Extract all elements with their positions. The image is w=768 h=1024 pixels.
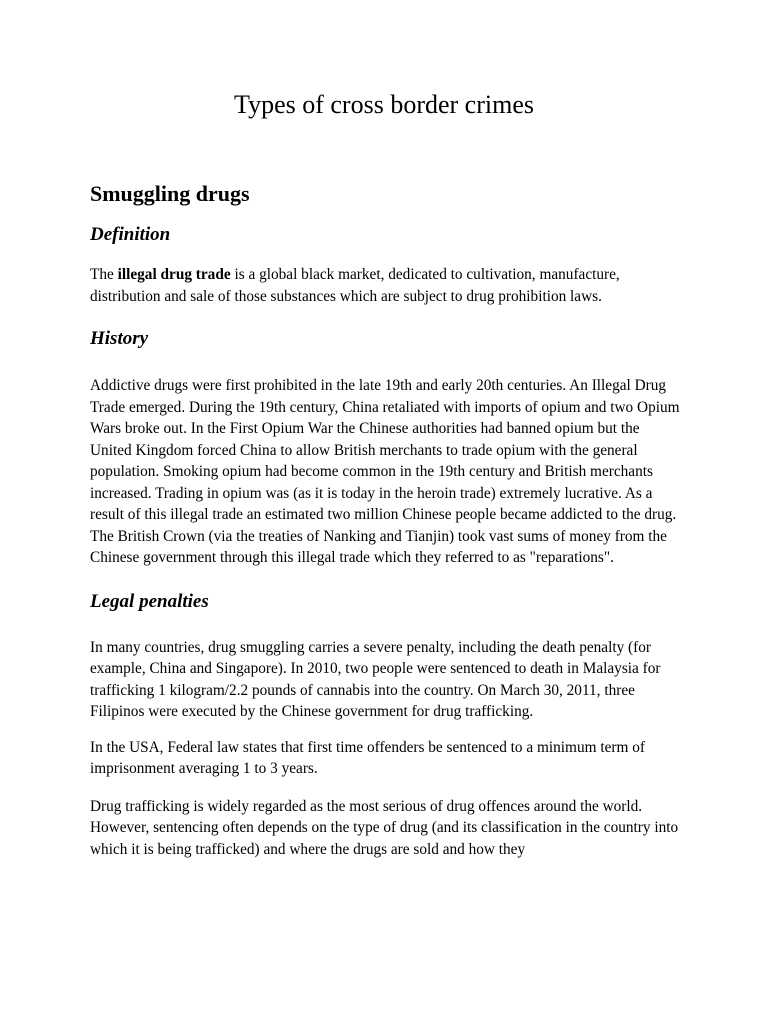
- legal-penalties-paragraph: Drug trafficking is widely regarded as the most serious of drug offences around the world. However, sentencing often depends on the type of drug (and its classification in the country into which it is being trafficked) and where the drugs are sold and how they: [90, 797, 679, 858]
- legal-penalties-paragraph: In the USA, Federal law states that first time offenders be sentenced to a minimum term of imprisonment averaging 1 to 3 years.: [90, 738, 645, 777]
- history-heading: History: [90, 328, 149, 349]
- legal-penalties-paragraph: In many countries, drug smuggling carries a severe penalty, including the death penalty (for example, China and Singapore). In 2010, two people were sentenced to death in Malaysia for trafficking 1 kilogram/2.2 pounds of cannabis into the country. On March 30, 2011, three Filipinos were executed by the Chinese government for drug trafficking.: [90, 638, 661, 720]
- document-body: [90, 178, 680, 860]
- definition-bold-term: illegal drug trade: [117, 266, 231, 283]
- section-heading: Smuggling drugs: [90, 181, 250, 206]
- document-title: Types of cross border crimes: [234, 90, 534, 119]
- legal-penalties-heading: Legal penalties: [90, 590, 209, 612]
- history-paragraph: Addictive drugs were first prohibited in the late 19th and early 20th centuries. An Illegal Drug Trade emerged. During the 19th century, China retaliated with imports of opium and two Opium Wars broke out. In the First Opium War the Chinese authorities had banned opium but the United Kingdom forced China to allow British merchants to trade opium with the general population. Smoking opium had become common in the 19th century and British merchants increased. Trading in opium was (as it is today in the heroin trade) extremely lucrative. As a result of this illegal trade an estimated two million Chinese people became addicted to the drug. The British Crown (via the treaties of Nanking and Tianjin) took vast sums of money from the Chinese government through this illegal trade which they referred to as "reparations".: [90, 377, 680, 566]
- definition-text-before: The: [90, 266, 118, 283]
- definition-text-after: is a global black market, dedicated to cultivation, manufacture, distribution and sale of those substances which are subject to drug prohibition laws.: [90, 266, 620, 305]
- definition-paragraph: [90, 264, 680, 307]
- definition-heading: Definition: [90, 224, 171, 245]
